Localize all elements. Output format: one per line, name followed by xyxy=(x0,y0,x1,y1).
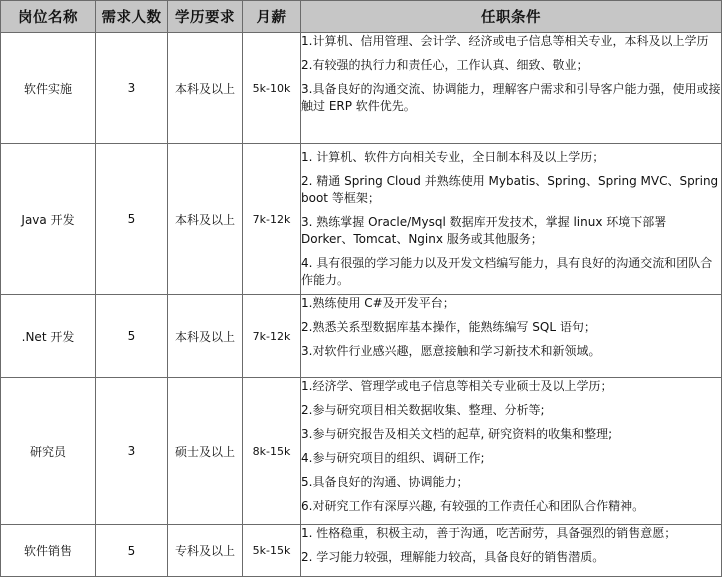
education-cell: 本科及以上 xyxy=(168,33,243,144)
position-cell: .Net 开发 xyxy=(1,295,96,378)
position-cell: 软件销售 xyxy=(1,525,96,577)
count-cell: 3 xyxy=(96,33,168,144)
requirement-item: 2.参与研究项目相关数据收集、整理、分析等; xyxy=(301,403,545,417)
table-row xyxy=(1,378,722,525)
requirements-cell xyxy=(301,525,722,577)
header-requirements: 任职条件 xyxy=(301,1,722,33)
education-cell: 本科及以上 xyxy=(168,144,243,295)
table-row xyxy=(1,295,722,378)
header-salary: 月薪 xyxy=(243,1,301,33)
education-cell: 硕士及以上 xyxy=(168,378,243,525)
table-row xyxy=(1,33,722,144)
requirement-item: 2. 学习能力较强，理解能力较高，具备良好的销售潜质。 xyxy=(301,550,605,564)
requirement-item: 1. 性格稳重，积极主动，善于沟通，吃苦耐劳，具备强烈的销售意愿； xyxy=(301,526,677,540)
requirement-item: 5.具备良好的沟通、协调能力； xyxy=(301,475,469,489)
position-cell: Java 开发 xyxy=(1,144,96,295)
requirement-item: 4. 具有很强的学习能力以及开发文档编写能力，具有良好的沟通交流和团队合作能力。 xyxy=(301,256,713,287)
salary-cell: 8k-15k xyxy=(243,378,301,525)
table-row xyxy=(1,144,722,295)
requirement-item: 3.具备良好的沟通交流、协调能力，理解客户需求和引导客户能力强，使用或接触过 ERP 软件优先。 xyxy=(301,82,721,113)
count-cell: 5 xyxy=(96,144,168,295)
header-education: 学历要求 xyxy=(168,1,243,33)
header-count: 需求人数 xyxy=(96,1,168,33)
count-cell: 5 xyxy=(96,525,168,577)
requirement-item: 4.参与研究项目的组织、调研工作; xyxy=(301,451,485,465)
table-row xyxy=(1,525,722,577)
table-header-row xyxy=(1,1,722,33)
requirement-item: 2.熟悉关系型数据库基本操作，能熟练编写 SQL 语句； xyxy=(301,320,596,334)
requirement-item: 1.经济学、管理学或电子信息等相关专业硕士及以上学历； xyxy=(301,379,613,393)
position-cell: 软件实施 xyxy=(1,33,96,144)
requirement-item: 2.有较强的执行力和责任心，工作认真、细致、敬业； xyxy=(301,58,589,72)
requirements-cell xyxy=(301,33,722,144)
requirement-item: 1.计算机、信用管理、会计学、经济或电子信息等相关专业，本科及以上学历 xyxy=(301,34,709,48)
salary-cell: 7k-12k xyxy=(243,295,301,378)
education-cell: 本科及以上 xyxy=(168,295,243,378)
header-position: 岗位名称 xyxy=(1,1,96,33)
requirement-item: 2. 精通 Spring Cloud 并熟练使用 Mybatis、Spring、Spring MVC、Spring boot 等框架； xyxy=(301,174,719,205)
requirements-cell xyxy=(301,378,722,525)
count-cell: 3 xyxy=(96,378,168,525)
position-cell: 研究员 xyxy=(1,378,96,525)
requirement-item: 1.熟练使用 C#及开发平台； xyxy=(301,296,455,310)
requirements-cell xyxy=(301,144,722,295)
count-cell: 5 xyxy=(96,295,168,378)
education-cell: 专科及以上 xyxy=(168,525,243,577)
salary-cell: 5k-15k xyxy=(243,525,301,577)
requirement-item: 1. 计算机、软件方向相关专业，全日制本科及以上学历； xyxy=(301,150,605,164)
requirement-item: 3.参与研究报告及相关文档的起草, 研究资料的收集和整理; xyxy=(301,427,613,441)
requirement-item: 3. 熟练掌握 Oracle/Mysql 数据库开发技术，掌握 linux 环境下部署 Dorker、Tomcat、Nginx 服务或其他服务； xyxy=(301,215,667,246)
salary-cell: 5k-10k xyxy=(243,33,301,144)
requirements-cell xyxy=(301,295,722,378)
salary-cell: 7k-12k xyxy=(243,144,301,295)
requirement-item: 6.对研究工作有深厚兴趣, 有较强的工作责任心和团队合作精神。 xyxy=(301,499,645,513)
requirement-item: 3.对软件行业感兴趣，愿意接触和学习新技术和新领域。 xyxy=(301,344,601,358)
